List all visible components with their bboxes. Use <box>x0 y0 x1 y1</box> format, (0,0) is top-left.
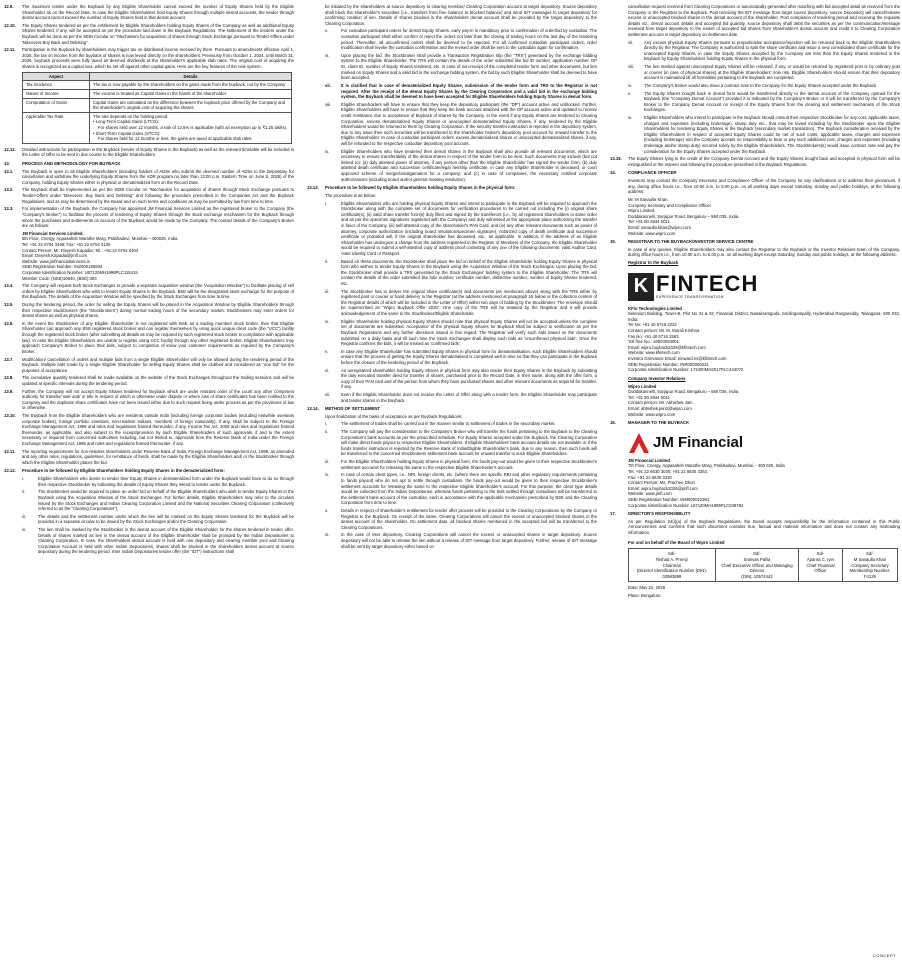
compliance-text: Investors may contact the Company Secretary and Compliance Officer of the Company for any clarifications or to address their grievances, if any, during office hours i.e., from 10.00 a.m. to 5.00 p.m. on all working days except Saturday, Sunday and public holidays, at the following address: <box>628 178 900 195</box>
list-item: v. For custodian participant orders for demat Equity Shares, early pay-in is mandatory prior to confirmation of order/bid by custodian. The custodian participant shall either confirm or reject the orders not later than the closing of trading hours on the last day of the tendering period. Thereafter, all unconfirmed orders shall be deemed to be rejected. For all confirmed custodian participant orders, order modification shall revoke the custodian confirmation and the revised order shall be sent to the custodian again for confirmation. <box>325 28 597 51</box>
kfintech-logo-tagline: EXPERIENCE TRANSFORMATION <box>656 295 724 300</box>
para-12-10: 12.10. The Equity Shares tendered as per the entitlement by Eligible Shareholders holding Equity Shares of the Company as well as additional Equity Shares tendered, if any, will be accepted as per the procedure laid down in the Buyback Regulations. The settlement of the tenders under the Buyback will be done as per the SEBI Circular on “Mechanism for acquisition of shares through Stock Exchange pursuant to Tender-Offers under Takeovers Buy Back and Delisting”. <box>4 22 294 45</box>
jm-financial-logo-word: JM Financial <box>653 434 744 452</box>
para-13-8: 13.8. The cumulative quantity tendered shall be made available on the website of the Stock Exchanges throughout the trading sessions and will be updated at specific intervals during the tendering period. <box>4 375 294 386</box>
para-13-6: 13.6. In the event the Stockbroker of any Eligible Shareholder is not registered with BSE as a trading member/ stock broker, then that Eligible Shareholder can approach any BSE registered stock broker and can register themselves by using quick unique client code (the “UCC”) facility through the registered stock broker (after submitting all details as may be required by such registered stock broker in compliance with applicable law). In case the Eligible Shareholders are unable to register using UCC facility through any other registered broker, Eligible Shareholders may approach Company's Broker to place their bids, subject to completion of know your customer requirements as required by the Company's Broker. <box>4 320 294 354</box>
board-behalf-line: For and on behalf of the Board of Wipro Limited <box>628 539 725 545</box>
registrar-text: In case of any queries, Eligible Shareholders may also contact the Registrar to the Buyback or the Investor Relations team of the Company, during office hours i.e., from 10.00 a.m. to 5.00 p.m. on all working days except Saturday, Sunday and public holidays, at the following address: <box>628 246 900 258</box>
list-item: v. Details in respect of shareholder's entitlement for tender offer process will be provided to the Clearing Corporations by the Company or Registrar to the Buyback. On receipt of the same, Clearing Corporations will cancel the excess or unaccepted blocked shares in the demat account of the shareholder. On settlement date, all blocked shares mentioned in the accepted bid will be transferred to the Clearing Corporations. <box>325 507 597 530</box>
column-3 <box>610 4 900 601</box>
manager-email-link[interactable]: Email: wipro.buyback2026@jmfl.com <box>628 485 698 491</box>
section-16-heading: 16. MANAGER TO THE BUYBACK <box>610 420 690 426</box>
responsibility-text: As per Regulation 24(i)(a) of the Buyback Regulations, the Board accepts responsibility for the information contained in this Public Announcement and confirms that such document contains true, factual and material information and does not contain any misleading information. <box>628 518 900 536</box>
list-item: iv. The lien shall be marked by the Stockbroker in the demat account of the Eligible Shareholder for the shares tendered in tender offer. Details of shares marked as lien in the demat account of the Eligible Shareholder shall be provided by the Indian Depositories to Clearing Corporation. In case, the shareholders demat account is held with one depository and clearing member pool and Clearing Corporation Account is held with other Indian Depositories, shares shall be blocked in the shareholders demat account at source depository during the tendering period. Inter Indian Depositories tender offer (the “IDT”) instructions shall <box>22 526 294 555</box>
registrar-email-link[interactable]: Email: wipro.buyback2026@kfintech.com <box>628 344 706 350</box>
column-2 <box>307 4 597 551</box>
list-item: vii. It is clarified that in case of dematerialized Equity Shares, submission of the tender form and TRS to the Registrar is not required. After the receipt of the demat Equity Shares by the Clearing Corporation and a valid bid in the exchange bidding system, the Buyback shall be deemed to have been accepted for Eligible Shareholders holding Equity Shares in demat form. <box>325 82 597 100</box>
para-13-3: 13.3. For implementation of the Buyback, the Company has appointed JM Financial Services Limited as the registered broker to the Company (the “Company's Broker”) to facilitate the process of tendering of Equity Shares through the stock exchange mechanism for the Buyback through whom the purchases and settlements on account of the Buyback would be made by the Company. The contact details of the Company's Broker are as follows: <box>4 206 294 229</box>
section-13-12-heading: 13.12. Procedure to be followed by Eligible Shareholders holding Equity Shares in the dematerialized form: <box>4 468 225 474</box>
list-item: iv. In case of certain client types, i.e., NRI, foreign clients, etc. (where there are specific RBI and other regulatory requirements pertaining to funds payout) who do not opt to settle through custodians, the funds pay-out would be given to their respective Stockbroker's settlement accounts for releasing the same to the respective Eligible Shareholder's account. For this purpose, the client type details would be collected from the Indian Depositories, whereas funds pertaining to the bids settled through custodians will be transferred to the settlement bank account of the custodian, each in accordance with the applicable mechanism prescribed by BSE and the Clearing Corporation from time to time. <box>325 472 597 506</box>
list-item: viii. Eligible Shareholders will have to ensure that they keep the depository participant (the “DP”) account active and unblocked. Further, Eligible Shareholders will have to ensure that they keep the bank account attached with the DP account active and updated to receive credit remittance due to acceptance of Buyback of shares by the Company. In the event if any Equity Shares are tendered to Clearing Corporation, excess dematerialized Equity Shares or unaccepted dematerialized Equity Shares, if any, tendered by the Eligible Shareholders would be returned to them by Clearing Corporation. If the security transfer instruction is rejected in the depository system, due to any issue then such securities will be transferred to the shareholder broker's depository pool account for onward transfer to the Eligible Shareholder. In case of custodian participant orders, excess dematerialized shares or unaccepted dematerialized shares, if any, will be refunded to the respective custodian depository pool account. <box>325 101 597 147</box>
jm-financial-logo-mark <box>628 432 650 454</box>
para-13-1: 13.1. The Buyback is open to all Eligible Shareholders (including holders of ADSs who submit the deemed number of ADSs to the Depositary for cancellation and withdraw the underlying Equity Shares from the ADR program no later than 12:00 p.m. Eastern Time on June 5, 2026) of the Company, holding Equity Shares either in physical or dematerialized form on the Record Date. <box>4 168 294 185</box>
list-item: ii. Based on these documents, the Stockbroker shall place the bid on behalf of the Eligible Shareholder holding Equity Shares in physical form who wishes to tender Equity Shares in the Buyback using the Acquisition Window of the Stock Exchanges. Upon placing the bid, the Stockbroker shall provide a TRS generated by the Stock Exchanges' bidding system to the Eligible Shareholder. The TRS will contain the details of the order submitted like folio number, certificate number, distinctive number, number of Equity Shares tendered, etc. <box>325 258 597 287</box>
kfintech-logo-word: FINTECH <box>656 271 759 297</box>
table-row: Computation of Gains Capital Gains are calculated as the difference between the buyback price offered by the Company and the shareholder's original cost of acquiring the shares. <box>23 98 292 112</box>
list-item: i. The settlement of trades shall be carried out in the manner similar to settlement of trades in the secondary market. <box>325 421 556 427</box>
jm-financial-logo <box>628 430 900 456</box>
registrar-website-link[interactable]: Website: www.kfintech.com <box>628 350 680 356</box>
continued-text: be initiated by the shareholders at source depository to clearing member/ Clearing Corporation account at target depository. Source depository shall block the shareholder's securities (i.e., transfers from free balance to blocked balance) and send IDT messages to target depository for confirming creation of lien. Details of shares blocked in the shareholders demat account shall be provided by the target depository to the Clearing Corporation. <box>325 4 597 26</box>
para-13-15: 13.15. The Equity Shares lying to the credit of the Company Demat Account and the Equity Shares bought back and accepted in physical form will be extinguished in the manner and following the procedure prescribed in the Buyback Regulations. <box>610 156 900 167</box>
section-13-14-heading: 13.14. METHOD OF SETTLEMENT <box>307 406 381 412</box>
compliance-officer-block: Mr. M Sanaulla Khan Company Secretary and Compliance Officer Wipro Limited, Doddakannelli, Sarjapur Road, Bengaluru – 560 035, India. Tel: +91 80 2844 0011 Email: sanaulla.khan@wipro.com Website: www.wipro.com <box>628 197 900 236</box>
table-row: Applicable Tax Rate The rate depends on the holding period: • Long-Term Capital Gains (LTCG): For shares held over 12 months, a rate of 12.5% is applicable (with an exemption up to ₹1.25 lakhs). • Short-Term Capital Gains (STCG): For shares held for 12 months or less, the gains are taxed at applicable slab rates <box>23 112 292 143</box>
list-item: iii. For the Eligible Shareholders holding Equity Shares in physical form, the funds pay-out would be given to their respective Stockbroker's settlement accounts for releasing the same to the respective Eligible Shareholder's account. <box>325 459 597 470</box>
notice-place: Place: Bengaluru <box>628 592 661 598</box>
para-13-10: 13.10. The Buyback from the Eligible Shareholders who are residents outside India (including foreign corporate bodies (including erstwhile overseas corporate bodies), foreign portfolio investors, non-resident Indians, members of foreign nationality), if any, shall be subject to the Foreign Exchange Management Act, 1999 and rules and regulations framed thereunder, if any, Income Tax Act, 2025 and rules and regulations framed thereunder, as applicable, and also subject to the receipt/provision by such Eligible Shareholders of such approvals, if and to the extent necessary or required from concerned authorities including, but not limited to, approvals from the Reserve Bank of India under the Foreign Exchange Management Act, 1999 and rules and regulations framed thereunder, if any. <box>4 413 294 447</box>
settlement-intro: Upon finalization of the basis of acceptance as per Buyback Regulations: <box>325 413 463 419</box>
para-13-2: 13.2. The Buyback shall be implemented as per the SEBI Circular on “Mechanism for acquisition of shares through Stock Exchange pursuant to Tender-Offers under Takeovers, Buy Back and Delisting” and following the procedure prescribed in the Companies Act and the Buyback Regulations, and as may be determined by the Board and on such terms and conditions as may be permitted by law from time to time. <box>4 187 294 204</box>
agency-footer-tag: CONCEPT <box>872 952 896 958</box>
kfintech-logo <box>628 270 900 304</box>
para-13-4: 13.4. The Company will request both Stock Exchanges to provide a separate acquisition window (the “Acquisition Window”) to facilitate placing of sell orders by Eligible Shareholders who wish to tender Equity Shares in the Buyback. BSE will be the designated stock exchange for the purpose of this Buyback. The details of the Acquisition Window will be specified by the Stock Exchanges from time to time. <box>4 283 294 300</box>
para-12-12: 12.12. Detailed instructions for participation in the Buyback (tender of Equity Shares in the Buyback) as well as the relevant timetable will be included in the Letter of Offer to be sent in due course to the Eligible Shareholders. <box>4 146 294 158</box>
notice-date: Date: May 22, 2026 <box>628 585 666 591</box>
para-13-11: 13.11. The reporting requirements for non-resident shareholders under Reserve Bank of India, Foreign Exchange Management Act, 1999, as amended and any other rules, regulations, guidelines, for remittance of funds, shall be made by the Eligible Shareholders and/ or the Stockbroker through which the Eligible Shareholder places the bid. <box>4 448 294 465</box>
ir-email-link[interactable]: Email: abhishek.jain2@wipro.com <box>628 405 692 411</box>
table-row: Nature of Income The income is treated as Capital Gains in the hands of the shareholder. <box>23 89 292 98</box>
list-item: vi. Upon placing the bid, the Stockbroker shall provide a Transaction Registration Slip (the “TRS”) generated by the exchange bidding system to the Eligible Shareholder. The TRS will contain the details of the order submitted like bid ID number, application number, DP ID, client ID, number of Equity Shares tendered, etc. In case of non-receipt of the completed tender form and other documents, but lien marked on Equity Shares and a valid bid in the exchange bidding system, the bid by such Eligible Shareholder shall be deemed to have been accepted. <box>325 52 597 81</box>
list-item: vii. Any excess physical Equity Shares pursuant to proportionate acceptance/rejection will be returned back to the Eligible Shareholders directly by the Registrar. The Company is authorized to split the share certificate and issue a new consolidated share certificate for the unaccepted Equity Shares, in case the Equity Shares accepted by the Company are less than the Equity Shares tendered in the Buyback by Equity Shareholders holding Equity Shares in the physical form. <box>628 39 900 62</box>
list-item: v. In case any Eligible Shareholder has submitted Equity Shares in physical form for dematerialisation, such Eligible Shareholders should ensure that the process of getting the Equity Shares dematerialised is completed well in time so that they can participate in the Buyback before the closure of the tendering period of the Buyback. <box>325 348 597 365</box>
investor-relations-title: Company Investor Relations <box>628 375 686 381</box>
section-17-heading: 17. DIRECTOR'S RESPONSIBILITY <box>610 511 691 517</box>
signatory-cell: Sd/- M Sanaulla Khan Company Secretary Membership Number: F4129 <box>842 549 897 582</box>
manager-contact-block: JM Financial Limited 7th Floor, Cnergy, Appasaheb Marathe Marg, Prabhadevi, Mumbai, - 400 025, India Tel: +91 22 6630 3030; +91 22 6630 3262; Fax: +91 22 6630 3330 Contact Person: Ms. Prachee Dhuri Email: wipro.buyback2026@jmfl.com Website: www.jmfl.com SEBI Registration Number: INM000010361 Corporate Identification Number: L67120MH1986PLC038784 <box>628 458 900 508</box>
section-13-heading: 13. PROCESS AND METHODOLOGY FOR BUYBACK <box>4 161 121 167</box>
list-item: xi. Eligible Shareholders who intend to participate in the Buyback should consult their respective Stockbroker for any cost, applicable taxes, charges and expenses (including brokerage), stamp duty etc., that may be levied including by the Stockbroker upon the Eligible Shareholders for tendering Equity Shares in the Buyback (secondary market transaction). The Buyback consideration received by the Eligible Shareholders in respect of accepted Equity Shares could be net of such costs, applicable taxes, charges and expenses (including brokerage) and the Company accepts no responsibility to bear or pay such additional cost, charges and expenses (including brokerage and/or stamp duty) incurred solely by the Eligible Shareholders. The Stockbrokers(s) would issue contract note and pay the consideration for the Equity Shares accepted under the Buyback. <box>628 114 900 154</box>
ir-website-link[interactable]: Website: www.wipro.com <box>628 411 676 417</box>
tax-header-details: Details <box>90 72 292 81</box>
para-12-11: 12.11. Participation in the Buyback by shareholders may trigger tax on distributed income received by them. Pursuant to amendments effective April 1, 2026, the tax on income from the buyback of shares is now levied directly on the shareholders. Previously from October 1, 2024, until March 31, 2026, buyback proceeds were fully taxed as deemed dividends at the shareholder's applicable slab rates. The original cost of acquiring the shares is recognized as a capital loss, which be set off against other capital gains. Here are the key features of the new system: <box>4 47 294 70</box>
list-item: x. The Equity Shares bought back in demat form would be transferred directly to the demat account of the Company opened for the Buyback (the “Company Demat Account”) provided it is indicated by the Company's Broker or it will be transferred by the Company's Broker to the Company Demat Account on receipt of the Equity Shares from the clearing and settlement mechanism of the Stock Exchanges. <box>628 90 900 113</box>
continued-text: cancellation request received from Clearing Corporations or automatically generated after matching with bid accepted detail as received from the Company or the Registrar to the Buyback. Post receiving the IDT message from target source depository, source Depository will cancel/release excess or unaccepted blocked shares in the demat account of the shareholder. Post completion of tendering period and receiving the requisite details viz., demat account details and accepted bid quantity, source depository shall debit the securities as per the communication/message received from target depository to the extent of accepted bid shares from shareholder's demat account and credit it to Clearing Corporation settlement account in target depository on settlement date. <box>628 4 900 38</box>
para-13-7: 13.7. Modification/ cancellation of orders and multiple bids from a single Eligible Shareholder will only be allowed during the tendering period of the Buyback. Multiple bids made by a single Eligible Shareholder for selling Equity Shares shall be clubbed and considered as “one bid” for the purposes of acceptance. <box>4 356 294 373</box>
list-item: vi. An unregistered shareholder holding Equity Shares in physical form may also tender their Equity Shares in the Buyback by submitting the duly executed transfer deed for transfer of shares, purchased prior to the Record Date, in their name, along with the offer form, a copy of their PAN card and of the person from whom they have purchased shares and other relevant documents as required for transfer, if any. <box>325 367 597 390</box>
list-item: ix. Eligible Shareholders who have tendered their demat shares in the Buyback shall also provide all relevant documents, which are necessary to ensure transferability of the demat shares in respect of the tender form to be sent. Such documents may include (but not limited to): (a) duly attested power of attorney, if any person other than the Eligible Shareholder has signed the tender form; (b) duly attested death certificate and succession certificate/legal heirship certificate, in case any Eligible Shareholder is deceased, or court approved scheme of merger/amalgamation for a company; and (c) in case of companies, the necessary certified corporate authorizations (including board and/or general meeting resolution). <box>325 148 597 182</box>
compliance-website-link[interactable]: Website: www.wipro.com <box>628 230 676 236</box>
list-item: ix. The Company's Broker would also issue a contract note to the Company for the Equity Shares accepted under the Buyback. <box>628 82 878 88</box>
tax-table <box>22 72 292 144</box>
investor-relations-block: Wipro Limited Doddakannelli, Sarjapur Road, Bengaluru – 560 035, India. Tel: +91 80 2844 0011 Contact person: Mr. Abhishek Jain Email: abhishek.jain2@wipro.com Website: www.wipro.com <box>628 384 900 418</box>
procedure-intro: The procedure is as below: <box>325 192 377 198</box>
list-item: vii. Even if the Eligible Shareholder does not receive the Letter of Offer along with a tender form, the Eligible Shareholder may participate and tender shares in the Buyback. <box>325 392 597 403</box>
para-12-9: 12.9. The maximum tender under the Buyback by any Eligible Shareholder cannot exceed the number of Equity Shares held by the Eligible Shareholder as on the Record Date. In case the Eligible Shareholders hold Equity Shares through multiple demat accounts, the tender through demat account cannot exceed the number of Equity Shares held in that demat account. <box>4 4 294 21</box>
signatory-cell: Sd/- Rishad A. Premji Chairman (Director Identification Number (DIN): 02983899 <box>629 549 716 582</box>
list-item: iii. The Stockbroker has to deliver the original share certificate(s) and documents (as mentioned above) along with the TRS either by registered post or courier or hand delivery to the Registrar (at the address mentioned at paragraph 15 below or the collection centers of the Registrar details of which will be included in the Letter of Offer) within two days of bidding by the Stockbroker. The envelope should be superscribed as “Wipro Buyback Offer 2026”. One copy of the TRS will be retained by the Registrar and it will provide acknowledgement of the same to the Stockbroker/Eligible Shareholder. <box>325 288 597 317</box>
list-item: ii. The Company will pay the consideration to the Company's Broker who will transfer the funds pertaining to the Buyback to the Clearing Corporation's bank accounts as per the prescribed schedule. For Equity Shares accepted under the Buyback, the Clearing Corporation will make direct funds payout to respective Eligible Shareholders. If Eligible Shareholders' bank account details are not available or if the funds transfer instruction is rejected by the Reserve Bank of India/Eligible Shareholder's bank, due to any reason, then such funds will be transferred to the concerned Stockbrokers settlement bank account for onward transfer to such Eligible Shareholders. <box>325 429 597 457</box>
table-row: Tax Incidence The tax is now payable by the shareholders on the gains made from the buyback, not by the Company <box>23 81 292 90</box>
section-14-heading: 14. COMPLIANCE OFFICER <box>610 170 677 176</box>
broker-contact-block: JM Financial Services Limited, 5th Floor, Cnergy, Appasaheb Marathe Marg, Prabhadevi, Mumbai – 400025, India Tel: +91 22 6704 3458; Fax: +91 22 6704 3136 Contact Person: Mr. Divyesh Kapadia; Tel.: +91 22 6704 0404 Email: Divyesh.Kapadia@jmfl.com Website: www.jmfinancialservices.in SEBI Registration Number: INZ000195834 Corporate Identification Number: U67120MH1998PLC115415 Member Code: (NSE)10840, (BSE):393 <box>22 231 294 281</box>
broker-email-link[interactable]: Email: Divyesh.Kapadia@jmfl.com <box>22 253 88 259</box>
section-13-13-heading: 13.13. Procedure to be followed by Eligible Shareholders holding Equity Shares in the physical form: <box>307 185 516 191</box>
list-item: i. Eligible Shareholders who desire to tender their Equity Shares in dematerialized form under the Buyback would have to do so through their respective Stockbroker by indicating the details of Equity Shares they intend to tender under the Buyback. <box>22 476 294 487</box>
compliance-email-link[interactable]: Email: sanaulla.khan@wipro.com <box>628 224 691 230</box>
para-13-5: 13.5. During the tendering period, the order for selling the Equity Shares will be placed in the Acquisition Window by Eligible Shareholders through their respective stockbrokers (the “Stockbrokers”) during normal trading hours of the secondary market. Stockbrokers may enter orders for demat shares as well as physical shares. <box>4 302 294 319</box>
tax-header-aspect: Aspect <box>23 72 90 81</box>
signatory-cell: Sd/- Aparna C. Iyer Chief Financial Officer <box>799 549 843 582</box>
list-item: ii. The Stockbroker would be required to place an order/ bid on behalf of the Eligible Shareholders who wish to tender Equity Shares in the Buyback using the Acquisition Window of the Stock Exchanges. For further details, Eligible Shareholders may refer to the circulars issued by the Stock Exchanges and Indian Clearing Corporation Limited and the National Securities Clearing Corporation (collectively referred to as the “Clearing Corporations”). <box>22 489 294 512</box>
kfintech-logo-mark: K <box>628 273 654 301</box>
signatories-table <box>628 548 898 582</box>
registrar-title: Registrar to the Buyback <box>628 259 679 265</box>
list-item: i. Eligible Shareholders who are holding physical Equity Shares and intend to participate in the Buyback will be required to approach the Stockbroker along with the complete set of documents for verification procedures to be carried out including the (i) original share certificate(s), (ii) valid share transfer form(s) duly filled and signed by the transferors (i.e., by all registered shareholders in same order and as per the specimen signatures registered with the Company) and duly witnessed at the appropriate place authorizing the transfer in favor of the Company, (iii) self-attested copy of the shareholder's PAN Card, and (iv) any other relevant documents such as power of attorney, corporate authorization (including board resolution/specimen signature), notarized copy of death certificate and succession certificate or probated will, if the original shareholder has deceased, etc., as applicable. In addition, if the address of an Eligible Shareholder has undergone a change from the address registered in the Register of Members of the Company, the Eligible Shareholder would be required to submit a self-attested copy of address proof consisting of any one of the following documents: valid Aadhar Card, Voter Identity Card or Passport. <box>325 200 597 256</box>
registrar-contact-block: KFin Technologies Limited Selenium Building, Tower-B, Plot No 31 & 32, Financial District, Nanakramguda, Serilingampally, Hyderabad Rangareddy, Telangana- 500 032, India. Tel No: +91 40 6716 2222 Contact person: Mr. M. Murali Krishna Fax No: +91 40 6716 1563 Toll free No.: 18003094001 Email: wipro.buyback2026@kfintech.com Website: www.kfintech.com Investor Grievance Email: einward.ris@kfintech.com SEBI Registration Number: INR000000221 Corporate Identification Number: L72400MH2017PLC444072 <box>628 305 900 373</box>
list-item: iii. The details and the settlement number under which the lien will be marked on the Equity Shares tendered for the Buyback will be provided in a separate circular to be issued by the Stock Exchanges and/or the Clearing Corporation. <box>22 513 294 525</box>
grievance-email-link[interactable]: Investor Grievance Email: einward.ris@kfintech.com <box>628 356 727 362</box>
list-item: vi. In the case of inter depository, Clearing Corporations will cancel the excess or unaccepted shares in target depository. Source depository will not be able to release the lien without a release of IDT message from target depository. Further, release of IDT message shall be sent by target depository either based on <box>325 532 597 549</box>
para-13-9: 13.9. Further, the Company will not accept Equity Shares tendered for Buyback which are under restraint order of the court/ any other competent authority for transfer/ sale and/ or title in respect of which is otherwise under dispute or where loss of share certificates has been notified to the Company and the duplicate share certificates have not been issued either due to such request being under process as per the provisions of law or otherwise. <box>4 388 294 411</box>
manager-website-link[interactable]: Website: www.jmfl.com <box>628 491 672 497</box>
signatory-cell: Sd/- Srinivas Pallia Chief Executive Officer and Managing Director (DIN): 10574442 <box>715 549 799 582</box>
section-15-heading: 15. REGISTRAR TO THE BUYBACK/INVESTOR SERVICE CENTRE <box>610 239 754 245</box>
column-1 <box>4 4 294 557</box>
list-item: iv. Eligible Shareholder holding physical Equity Shares should note that physical Equity Shares will not be accepted unless the complete set of documents are submitted. Acceptance of the physical Equity Shares for Buyback shall be subject to verification as per the Buyback Regulations and any further directions issued in this regard. The Registrar will verify such bids based on the documents submitted on a daily basis and till such time the Stock Exchanges shall display such bids as ‘unconfirmed physical bids’. Once the Registrar confirms the bids, it will be treated as ‘confirmed bids’. <box>325 318 597 347</box>
broker-website-link[interactable]: Website: www.jmfinancialservices.in <box>22 258 90 264</box>
list-item: viii. The lien marked against unaccepted Equity Shares will be released, if any, or would be returned by registered post or by ordinary post or courier (in case of physical shares) at the Eligible Shareholders' sole risk. Eligible Shareholders should ensure that their depository account is maintained till all formalities pertaining to the Buyback are completed. <box>628 64 900 81</box>
